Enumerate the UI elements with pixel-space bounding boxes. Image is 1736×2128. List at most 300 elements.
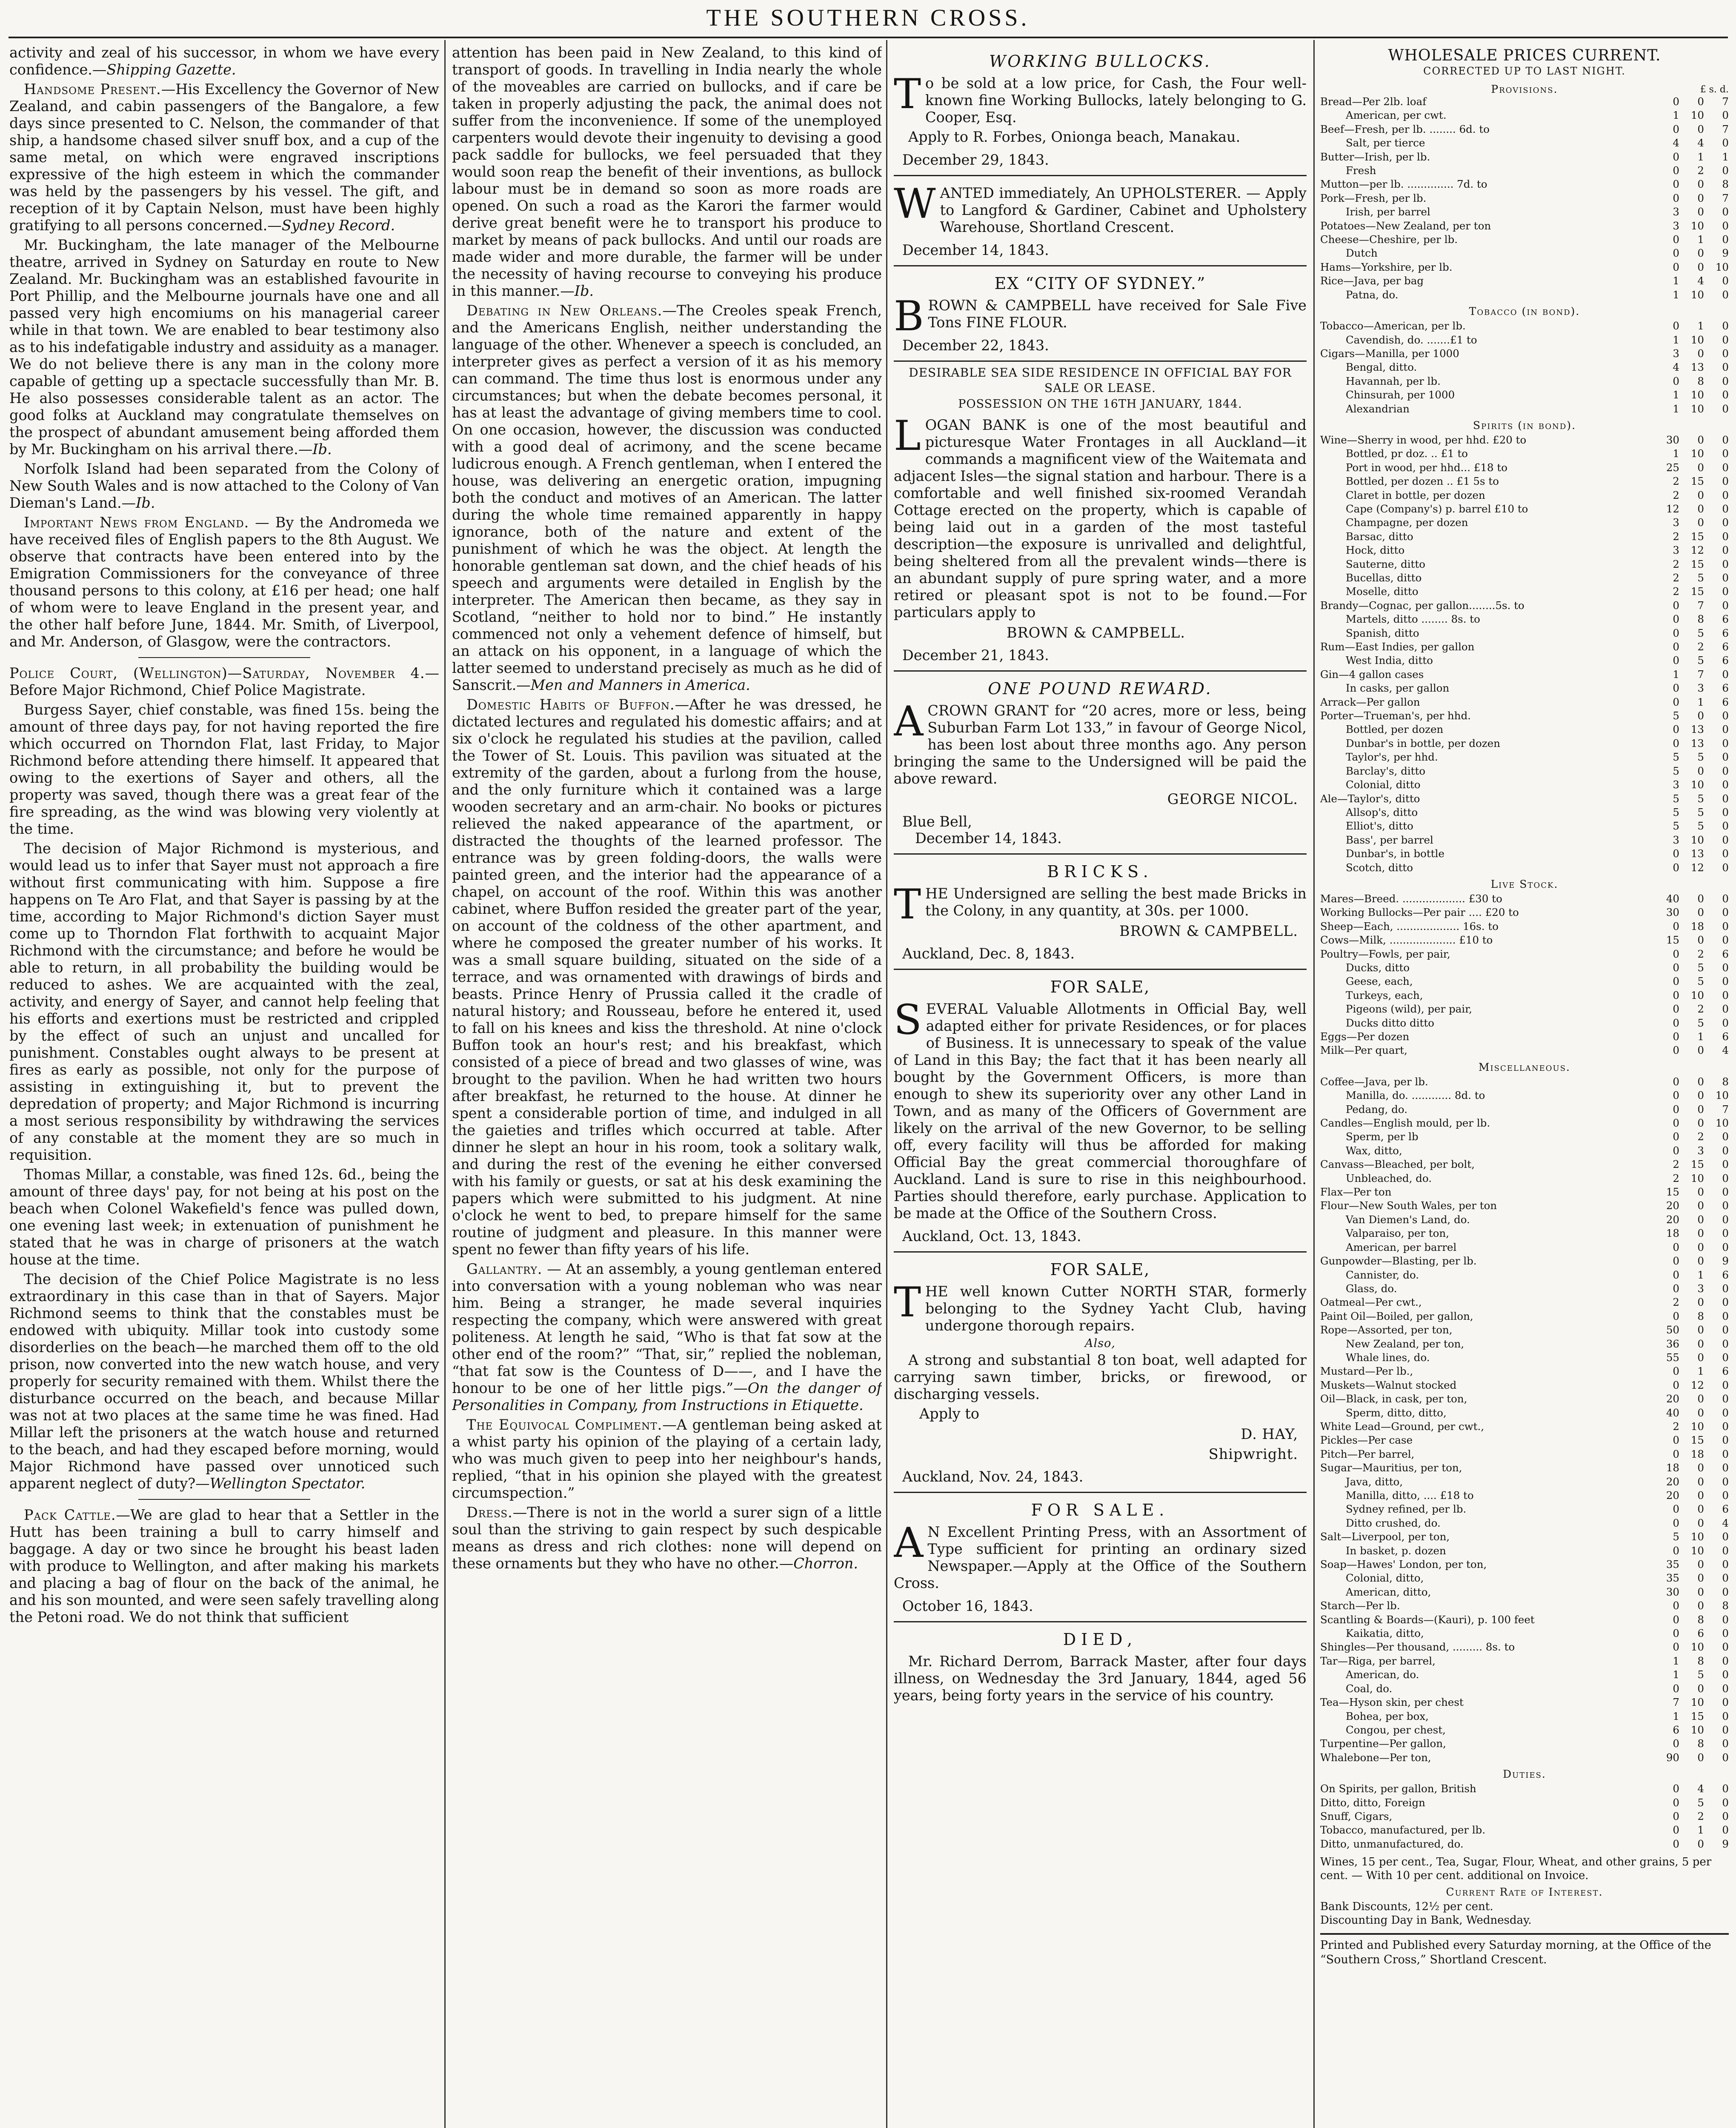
price-pounds: 0	[1673, 1737, 1679, 1750]
price-pence: 0	[1722, 447, 1729, 460]
ad-body: EVERAL Valuable Allotments in Official Bay, well adapted either for private Residences, or for places of Business. It is unnecessary to speak of the value of Land in this Bay; the fact that it has been nearly all bought by the Government Officers, is more than enough to shew its superiority over any other Land in Town, and as many of the Officers of Government are likely on the arrival of the new Governor, to be selling off, every facility will thus be afforded for making Official Bay the great commercial thoroughfare of Auckland. Land is sure to rise in this neighbourhood. Parties should therefore, early purchase. Application to be made at the Office of the Southern Cross.	[894, 1001, 1307, 1221]
price-pence: 0	[1722, 489, 1729, 501]
price-shillings: 10	[1690, 1696, 1704, 1709]
price-item: Pickles—Per case	[1320, 1434, 1413, 1447]
price-item: Elliot's, ditto	[1346, 820, 1413, 832]
price-shillings: 5	[1697, 961, 1704, 974]
price-pounds: 30	[1666, 906, 1679, 919]
price-item: Bohea, per box,	[1346, 1710, 1429, 1722]
price-section-heading: Live Stock.	[1490, 878, 1559, 890]
ad-date: December 29, 1843.	[902, 152, 1049, 168]
price-pounds: 0	[1673, 1447, 1679, 1460]
price-row	[1320, 109, 1729, 122]
price-pounds: 2	[1673, 572, 1679, 584]
price-row	[1320, 585, 1729, 598]
article-source: On the danger of Personalities in Company, from Instructions in Etiquette.	[452, 1380, 882, 1413]
divider	[138, 657, 310, 658]
article-source: Sydney Record.	[281, 217, 395, 234]
ad-date: Auckland, Dec. 8, 1843.	[902, 945, 1075, 962]
price-item: Tobacco, manufactured, per lb.	[1320, 1824, 1486, 1836]
price-shillings: 15	[1690, 585, 1704, 598]
price-pence: 0	[1722, 333, 1729, 346]
price-pounds: 0	[1673, 95, 1679, 108]
price-pence: 0	[1722, 1296, 1729, 1309]
price-row	[1320, 892, 1729, 906]
price-pounds: 0	[1673, 695, 1679, 708]
price-row	[1320, 792, 1729, 806]
article-text: Mr. Buckingham, the late manager of the Melbourne theatre, arrived in Sydney on Saturday en route to New Zealand. Mr. Buckingham was an established favourite in Port Phillip, and the Melbourne journals have one and all passed very high encomiums on his managerial career while in that town. We are enabled to bear testimony also as to his indefatigable industry and assiduity as a manager. We do not believe there is any man in the colony more capable of getting up a spectacle successfully than Mr. B. He also possesses considerable talent as an actor. The good folks at Auckland may congratulate themselves on the prospect of abundant amusement being afforded them by Mr. Buckingham on his arrival there.—	[9, 237, 439, 458]
price-pounds: 3	[1673, 219, 1679, 232]
price-shillings: 8	[1697, 1613, 1704, 1626]
price-shillings: 5	[1697, 792, 1704, 805]
article-text: —Before Major Richmond, Chief Police Magistrate.	[9, 665, 439, 698]
price-shillings: 5	[1697, 654, 1704, 667]
price-row	[1320, 260, 1729, 274]
price-shillings: 0	[1697, 1837, 1704, 1850]
price-pounds: 0	[1673, 1282, 1679, 1295]
interest-heading: Current Rate of Interest.	[1446, 1886, 1603, 1899]
ad-heading: DIED,	[1063, 1630, 1138, 1649]
price-row	[1320, 709, 1729, 723]
price-item: Scotch, ditto	[1346, 861, 1413, 874]
price-pence: 0	[1722, 920, 1729, 932]
price-shillings: 0	[1697, 906, 1704, 919]
price-pounds: 0	[1673, 123, 1679, 135]
price-item: Ditto, unmanufactured, do.	[1320, 1837, 1464, 1850]
price-row	[1320, 1420, 1729, 1433]
column-rule	[444, 40, 446, 2128]
price-shillings: 0	[1697, 1213, 1704, 1226]
price-shillings: 1	[1697, 1824, 1704, 1836]
price-item: Mares—Breed. ................... £30 to	[1320, 892, 1502, 905]
price-pounds: 1	[1673, 668, 1679, 681]
price-item: Flax—Per ton	[1320, 1186, 1392, 1198]
price-section-heading: Miscellaneous.	[1479, 1061, 1570, 1073]
price-shillings: 1	[1697, 150, 1704, 163]
price-item: Champagne, per dozen	[1346, 516, 1468, 529]
price-shillings: 0	[1697, 123, 1704, 135]
article-headline: Gallantry.	[466, 1261, 543, 1277]
ad-signature-title: Shipwright.	[1208, 1446, 1298, 1462]
price-pounds: 0	[1673, 1837, 1679, 1850]
ad-heading: DESIRABLE SEA SIDE RESIDENCE IN OFFICIAL BAY FOR SALE OR LEASE.	[909, 366, 1292, 395]
price-shillings: 0	[1697, 1599, 1704, 1612]
price-row	[1320, 1351, 1729, 1364]
price-shillings: 8	[1697, 1737, 1704, 1750]
price-shillings: 5	[1697, 1796, 1704, 1809]
price-item: Muskets—Walnut stocked	[1320, 1379, 1457, 1391]
price-pence: 0	[1722, 1682, 1729, 1695]
price-item: Ducks, ditto	[1346, 961, 1410, 974]
price-pounds: 1	[1673, 275, 1679, 287]
price-pence: 6	[1722, 641, 1729, 653]
price-shillings: 4	[1697, 137, 1704, 149]
price-pence: 0	[1722, 1585, 1729, 1598]
price-pence: 0	[1722, 1282, 1729, 1295]
price-pounds: 5	[1673, 820, 1679, 832]
price-pence: 8	[1722, 178, 1729, 191]
price-pounds: 0	[1673, 1241, 1679, 1253]
price-row	[1320, 764, 1729, 778]
price-row	[1320, 502, 1729, 516]
price-row	[1320, 654, 1729, 667]
price-pounds: 0	[1673, 654, 1679, 667]
price-shillings: 10	[1690, 333, 1704, 346]
price-shillings: 10	[1690, 288, 1704, 301]
article-text: The decision of the Chief Police Magistrate is no less extraordinary in this case than in that of Sayers. Major Richmond seems to think that the constables must be endowed with ubiquity. Millar took into custody some disorderlies on the beach—he marched them off to the old prison, now converted into the new watch house, and very properly for security remained with them. Whilst there the disturbance occurred on the beach, and because Millar was not at two places at the same time he was fined. Had Millar left the prisoners at the watch house and returned to the beach, and had they escaped before morning, would Major Richmond have passed over unnoticed such apparent neglect of duty?—	[9, 1271, 439, 1492]
price-item: Flour—New South Wales, per ton	[1320, 1199, 1497, 1212]
price-pounds: 20	[1666, 1199, 1679, 1212]
price-pounds: 0	[1673, 723, 1679, 736]
article-paragraph	[9, 1166, 439, 1268]
price-pence: 0	[1722, 1144, 1729, 1157]
notice-died	[894, 1630, 1307, 1704]
price-row	[1320, 516, 1729, 529]
price-pence: 0	[1722, 516, 1729, 529]
prices-subtitle: CORRECTED UP TO LAST NIGHT.	[1423, 65, 1626, 77]
price-item: Scantling & Boards—(Kauri), p. 100 feet	[1320, 1613, 1535, 1626]
price-pence: 0	[1722, 861, 1729, 874]
price-item: Cavendish, do. .......£1 to	[1346, 333, 1477, 346]
price-row	[1320, 1296, 1729, 1309]
price-pence: 10	[1715, 1117, 1729, 1130]
price-shillings: 5	[1697, 806, 1704, 818]
price-row	[1320, 695, 1729, 709]
price-row	[1320, 1530, 1729, 1544]
article-headline: The Equivocal Compliment.	[466, 1416, 663, 1433]
price-row	[1320, 95, 1729, 109]
price-shillings: 0	[1697, 709, 1704, 722]
ad-date: October 16, 1843.	[902, 1598, 1033, 1614]
price-pounds: 5	[1673, 792, 1679, 805]
price-item: American, ditto,	[1346, 1585, 1431, 1598]
price-pence: 0	[1722, 1810, 1729, 1822]
price-shillings: 0	[1697, 1075, 1704, 1088]
article-paragraph	[9, 701, 439, 838]
price-pence: 0	[1722, 961, 1729, 974]
price-row	[1320, 123, 1729, 136]
article-text: Thomas Millar, a constable, was fined 12s. 6d., being the amount of three days' pay, for not being at his post on the beach when Colonel Wakefield's fence was pulled down, one evening last week; in extenuation of punishment he stated that he was in charge of prisoners at the watch house at the time.	[9, 1166, 439, 1268]
price-item: Ditto crushed, do.	[1346, 1516, 1441, 1529]
price-row	[1320, 681, 1729, 695]
price-shillings: 0	[1697, 192, 1704, 204]
price-pence: 0	[1722, 989, 1729, 1001]
price-row	[1320, 136, 1729, 150]
price-pence: 0	[1722, 275, 1729, 287]
ad-apply: Apply to	[919, 1405, 980, 1422]
price-pounds: 1	[1673, 288, 1679, 301]
price-shillings: 0	[1697, 1296, 1704, 1309]
article-text: —After he was dressed, he dictated lectures and regulated his domestic affairs; and at six o'clock he regulated his studies at the pavilion, called the Tower of St. Louis. This pavilion was situated at the extremity of the garden, about a furlong from the house, and the only furniture which it contained was a large wooden secretary and an arm-chair. No books or pictures relieved the naked appearance of the apartment, or distracted the thoughts of the learned professor. The entrance was by green folding-doors, the walls were painted green, and the interior had the appearance of a chapel, on account of the roof. Within this was another cabinet, where Buffon resided the greater part of the year, on account of the coldness of the other apartment, and where he composed the greater number of his works. It was a small square building, situated on the side of a terrace, and was ornamented with drawings of birds and beasts. Prince Henry of Prussia called it the cradle of natural history; and Rousseau, before he entered it, used to fall on his knees and kiss the threshold. At nine o'clock Buffon took an hour's rest; and his breakfast, which consisted of a piece of bread and two glasses of wine, was brought to the pavilion. When he had written two hours after breakfast, he returned to the house. At dinner he spent a considerable portion of time, and indulged in all the gaieties and trifles which occurred at table. After dinner he slept an hour in his room, took a solitary walk, and during the rest of the evening he either conversed with his family or guests, or sat at his desk examining the papers which were submitted to his judgment. At nine o'clock he went to bed, to prepare himself for the same routine of judgment and pleasure. In this manner were spent no fewer than fifty years of his life.	[452, 696, 882, 1258]
price-shillings: 10	[1690, 1172, 1704, 1184]
price-item: Cape (Company's) p. barrel £10 to	[1346, 502, 1528, 515]
article-text: —A gentleman being asked at a whist party his opinion of the playing of a certain lady, who was much given to peep into her neighbour's hands, replied, “that in his opinion she played with the greatest circumspection.”	[452, 1416, 882, 1501]
price-item: Dutch	[1346, 247, 1378, 260]
price-item: American, do.	[1346, 1668, 1419, 1681]
price-shillings: 0	[1697, 1241, 1704, 1253]
price-row	[1320, 819, 1729, 833]
price-pounds: 0	[1673, 247, 1679, 260]
ad-heading: ONE POUND REWARD.	[988, 679, 1213, 698]
ad-bricks	[894, 862, 1307, 962]
price-shillings: 4	[1697, 275, 1704, 287]
drop-cap: A	[894, 1519, 924, 1567]
ad-body: ROWN & CAMPBELL have received for Sale Five Tons FINE FLOUR.	[928, 297, 1307, 331]
price-shillings: 18	[1690, 920, 1704, 932]
price-pounds: 0	[1673, 233, 1679, 246]
price-pounds: 0	[1673, 737, 1679, 749]
price-pounds: 4	[1673, 137, 1679, 149]
price-row	[1320, 1144, 1729, 1158]
price-pounds: 0	[1673, 1796, 1679, 1809]
price-pence: 10	[1715, 260, 1729, 273]
price-shillings: 10	[1690, 1530, 1704, 1543]
price-row	[1320, 447, 1729, 460]
price-pounds: 0	[1673, 682, 1679, 695]
price-pence: 0	[1722, 1158, 1729, 1171]
article-paragraph	[9, 840, 439, 1164]
price-pounds: 1	[1673, 109, 1679, 122]
price-pence: 9	[1722, 1255, 1729, 1267]
price-item: Tobacco—American, per lb.	[1320, 320, 1466, 332]
price-pence: 0	[1722, 288, 1729, 301]
price-pence: 4	[1722, 1516, 1729, 1529]
article-headline: Domestic Habits of Buffon.	[466, 696, 675, 713]
price-shillings: 2	[1697, 1810, 1704, 1822]
price-item: Beef—Fresh, per lb. ........ 6d. to	[1320, 123, 1490, 135]
price-row	[1320, 543, 1729, 557]
price-row	[1320, 1241, 1729, 1254]
price-item: Coal, do.	[1346, 1682, 1393, 1695]
price-row	[1320, 847, 1729, 861]
ad-body: OGAN BANK is one of the most beautiful and picturesque Water Frontages in all Auckland—it commands a magnificent view of the Waitemata and adjacent Isles—the signal station and harbour. There is a comfortable and well finished six-roomed Verandah Cottage erected on the property, which is capable of being laid out in a garden of the most tasteful description—the exposure is unrivalled and delightful, being sheltered from all the prevalent winds—there is an abundant supply of pure spring water, and a more retired or pleasant spot is not to be found.—For particulars apply to	[894, 417, 1307, 621]
price-shillings: 8	[1697, 1654, 1704, 1667]
price-row	[1320, 1310, 1729, 1323]
price-pence: 0	[1722, 109, 1729, 122]
price-shillings: 13	[1690, 361, 1704, 374]
price-row	[1320, 806, 1729, 819]
price-item: Whale lines, do.	[1346, 1351, 1430, 1364]
price-row	[1320, 1116, 1729, 1130]
price-shillings: 0	[1697, 461, 1704, 474]
prices-current-column	[1320, 44, 1729, 2128]
price-shillings: 0	[1697, 764, 1704, 777]
price-row	[1320, 1433, 1729, 1447]
price-row	[1320, 192, 1729, 205]
price-row	[1320, 177, 1729, 191]
price-pounds: 0	[1673, 1782, 1679, 1795]
price-shillings: 2	[1697, 1130, 1704, 1143]
ad-body: CROWN GRANT for “20 acres, more or less, being Suburban Farm Lot 133,” in favour of George Nicol, has been lost about three months ago. Any person bringing the same to the Undersigned will be paid the above reward.	[894, 702, 1307, 787]
article-text: activity and zeal of his successor, in whom we have every confidence.—	[9, 44, 439, 78]
price-pounds: 50	[1666, 1324, 1679, 1336]
price-pence: 0	[1722, 1558, 1729, 1571]
price-item: Brandy—Cognac, per gallon........5s. to	[1320, 599, 1524, 612]
price-pounds: 20	[1666, 1393, 1679, 1405]
price-item: Cows—Milk, .................... £10 to	[1320, 934, 1493, 947]
article-source: Chorron.	[793, 1555, 858, 1572]
bank-discounts: Bank Discounts, 12½ per cent.	[1320, 1900, 1493, 1913]
price-row	[1320, 1030, 1729, 1044]
price-pounds: 0	[1673, 1016, 1679, 1029]
divider	[894, 265, 1307, 266]
price-row	[1320, 1254, 1729, 1268]
price-pounds: 0	[1673, 920, 1679, 932]
price-pounds: 7	[1673, 1696, 1679, 1709]
price-pence: 0	[1722, 219, 1729, 232]
price-item: Van Diemen's Land, do.	[1346, 1213, 1470, 1226]
ad-heading: FOR SALE.	[1031, 1501, 1170, 1519]
price-pence: 0	[1722, 1434, 1729, 1447]
article-paragraph	[9, 44, 439, 78]
ad-signature: D. HAY,	[1241, 1426, 1298, 1442]
price-pounds: 0	[1673, 961, 1679, 974]
price-shillings: 0	[1697, 1255, 1704, 1267]
ad-body: N Excellent Printing Press, with an Assortment of Type sufficient for printing an ordinary sized Newspaper.—Apply at the Office of the Southern Cross.	[894, 1524, 1307, 1591]
price-item: American, per barrel	[1346, 1241, 1457, 1253]
price-row	[1320, 1810, 1729, 1823]
price-pounds: 1	[1673, 402, 1679, 415]
price-item: Sheep—Each, ................... 16s. to	[1320, 920, 1499, 932]
price-pence: 0	[1722, 1613, 1729, 1626]
price-row	[1320, 833, 1729, 847]
price-row	[1320, 333, 1729, 347]
price-pence: 0	[1722, 847, 1729, 860]
article-source: Wellington Spectator.	[209, 1475, 366, 1492]
price-row	[1320, 1654, 1729, 1668]
price-row	[1320, 1585, 1729, 1599]
price-row	[1320, 1002, 1729, 1016]
price-pounds: 1	[1673, 389, 1679, 401]
currency-units: £ s. d.	[1700, 84, 1729, 95]
price-shillings: 2	[1697, 641, 1704, 653]
price-pence: 6	[1722, 1365, 1729, 1378]
price-shillings: 5	[1697, 820, 1704, 832]
price-pence: 7	[1722, 1103, 1729, 1115]
price-pounds: 0	[1673, 613, 1679, 626]
ad-signature: GEORGE NICOL.	[1167, 791, 1298, 807]
price-pence: 0	[1722, 1130, 1729, 1143]
article-headline: Handsome Present.	[24, 81, 161, 97]
price-item: Port in wood, per hhd... £18 to	[1346, 461, 1507, 474]
price-row	[1320, 1837, 1729, 1851]
price-row	[1320, 1103, 1729, 1116]
ad-allotments-for-sale	[894, 978, 1307, 1244]
price-item: Fresh	[1346, 164, 1376, 177]
news-column-1	[9, 44, 439, 2128]
price-pence: 0	[1722, 1420, 1729, 1433]
price-row	[1320, 1475, 1729, 1489]
price-pounds: 3	[1673, 206, 1679, 218]
price-pence: 0	[1722, 1310, 1729, 1322]
price-pounds: 90	[1666, 1751, 1679, 1764]
price-shillings: 13	[1690, 723, 1704, 736]
price-row	[1320, 1268, 1729, 1282]
price-pounds: 0	[1673, 947, 1679, 960]
article-headline: Dress.	[466, 1504, 513, 1521]
price-row	[1320, 750, 1729, 764]
price-shillings: 1	[1697, 1268, 1704, 1281]
article-source: Ib.	[312, 441, 332, 458]
price-shillings: 15	[1690, 475, 1704, 488]
price-pounds: 1	[1673, 1654, 1679, 1667]
price-pence: 0	[1722, 764, 1729, 777]
price-item: Gunpowder—Blasting, per lb.	[1320, 1255, 1477, 1267]
price-shillings: 5	[1697, 1668, 1704, 1681]
price-row	[1320, 1640, 1729, 1654]
price-item: Bread—Per 2lb. loaf	[1320, 95, 1427, 108]
price-item: Gin—4 gallon cases	[1320, 668, 1424, 681]
price-pounds: 0	[1673, 1075, 1679, 1088]
article-headline: Police Court, (Wellington)—Saturday, November 4.	[9, 665, 425, 681]
price-row	[1320, 1282, 1729, 1296]
drop-cap: B	[894, 292, 924, 340]
price-item: Candles—English mould, per lb.	[1320, 1117, 1490, 1130]
price-pence: 0	[1722, 461, 1729, 474]
price-pounds: 36	[1666, 1337, 1679, 1350]
price-pence: 0	[1722, 1641, 1729, 1653]
price-shillings: 0	[1697, 206, 1704, 218]
price-section-heading: Tobacco (in bond).	[1469, 305, 1580, 318]
price-pounds: 0	[1673, 320, 1679, 332]
price-pounds: 0	[1673, 861, 1679, 874]
ad-upholsterer	[894, 180, 1307, 258]
price-row	[1320, 1199, 1729, 1213]
price-shillings: 0	[1697, 95, 1704, 108]
advertisements-column	[894, 44, 1307, 2128]
ad-subheading: POSSESSION ON THE 16TH JANUARY, 1844.	[958, 398, 1242, 411]
ad-body: A strong and substantial 8 ton boat, well adapted for carrying sawn timber, bricks, or firewood, or discharging vessels.	[894, 1352, 1307, 1402]
ad-body: HE Undersigned are selling the best made Bricks in the Colony, in any quantity, at 30s. per 1000.	[925, 885, 1307, 919]
price-row	[1320, 737, 1729, 750]
price-row	[1320, 1213, 1729, 1227]
price-row	[1320, 1723, 1729, 1737]
ad-working-bullocks	[894, 52, 1307, 168]
price-pence: 0	[1722, 833, 1729, 846]
prices-table	[1320, 83, 1729, 1851]
price-pence: 0	[1722, 1627, 1729, 1640]
ad-date: December 21, 1843.	[902, 647, 1049, 664]
price-pounds: 0	[1673, 1117, 1679, 1130]
price-pence: 0	[1722, 778, 1729, 791]
price-pence: 0	[1722, 1544, 1729, 1557]
price-pence: 0	[1722, 585, 1729, 598]
price-pounds: 1	[1673, 333, 1679, 346]
ad-date: Auckland, Oct. 13, 1843.	[902, 1228, 1081, 1244]
price-pounds: 0	[1673, 178, 1679, 191]
price-item: Turpentine—Per gallon,	[1320, 1737, 1446, 1750]
price-pence: 0	[1722, 1723, 1729, 1736]
price-pounds: 0	[1673, 1824, 1679, 1836]
price-item: Martels, ditto ........ 8s. to	[1346, 613, 1480, 626]
ad-sea-side-residence	[894, 365, 1307, 664]
price-row	[1320, 1089, 1729, 1102]
price-item: Claret in bottle, per dozen	[1346, 489, 1485, 501]
price-item: Soap—Hawes' London, per ton,	[1320, 1558, 1487, 1571]
article-headline: Important News from England.	[24, 514, 249, 531]
price-shillings: 0	[1697, 1351, 1704, 1364]
price-row	[1320, 274, 1729, 288]
price-item: Kaikatia, ditto,	[1346, 1627, 1424, 1640]
price-pounds: 30	[1666, 1585, 1679, 1598]
news-column-2	[452, 44, 882, 2128]
divider	[894, 670, 1307, 672]
price-row	[1320, 1227, 1729, 1240]
price-shillings: 1	[1697, 1030, 1704, 1043]
price-pounds: 0	[1673, 1516, 1679, 1529]
price-row	[1320, 1710, 1729, 1723]
ad-signature: BROWN & CAMPBELL.	[1119, 923, 1298, 939]
